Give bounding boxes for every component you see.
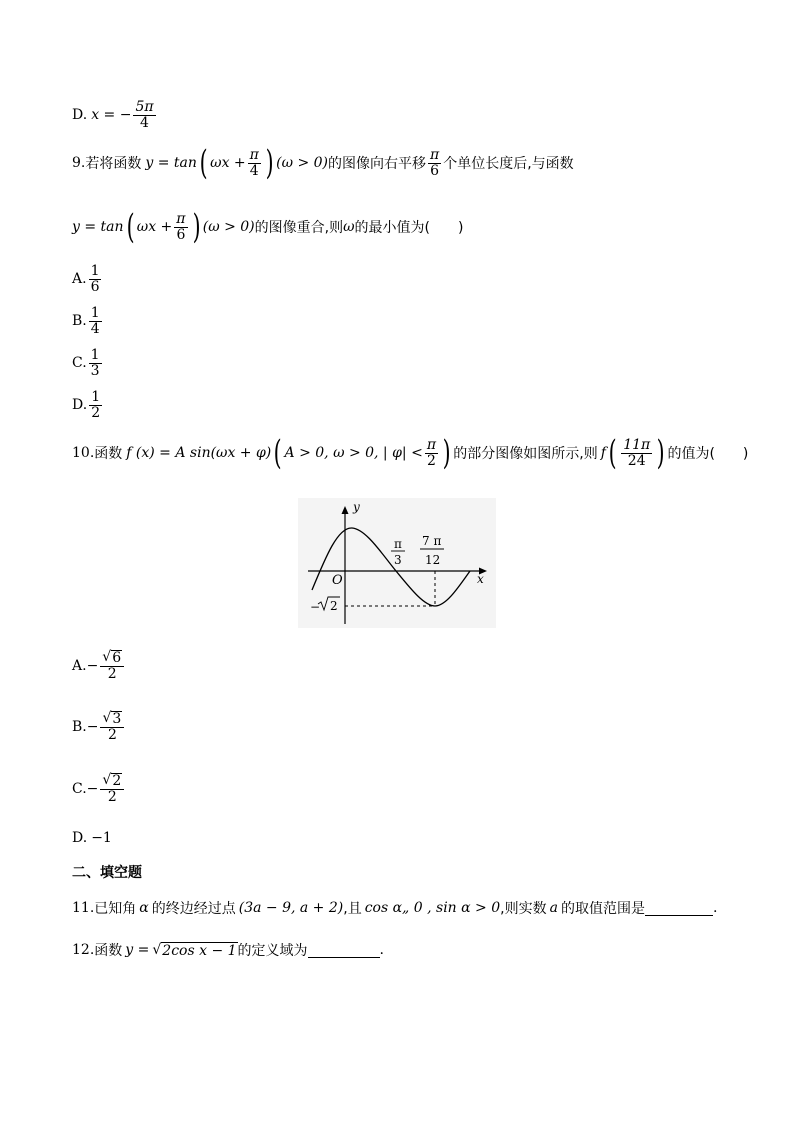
- denominator: 3: [90, 362, 100, 379]
- stem-text: 的图像向右平移: [328, 156, 427, 172]
- period: .: [712, 900, 718, 916]
- denominator: 24: [627, 452, 646, 469]
- denominator: 2: [107, 726, 117, 743]
- numerator: 11π: [623, 436, 651, 453]
- tick1-denominator: 3: [394, 553, 402, 567]
- numerator: 5π: [135, 99, 154, 115]
- q8-option-d: [72, 100, 158, 130]
- stem-text: 的终边经过点: [151, 901, 236, 917]
- q9-option-b: [72, 306, 104, 336]
- sine-graph-figure: [298, 498, 496, 628]
- option-label: D.: [72, 397, 88, 414]
- right-paren: ): [265, 143, 274, 183]
- q9-option-d: [72, 390, 104, 420]
- numerator: √ 2: [100, 773, 124, 790]
- answer-blank[interactable]: [645, 901, 713, 916]
- option-label: D.: [72, 830, 88, 846]
- omega-symbol: ω: [343, 219, 355, 235]
- denominator: 2: [107, 665, 117, 682]
- stem-text: 个单位长度后,与函数: [443, 156, 574, 172]
- period: .: [379, 942, 384, 958]
- stem-text: 函数: [94, 446, 123, 462]
- option-lhs: x = −: [91, 107, 132, 124]
- sign: −: [86, 718, 99, 735]
- q10-option-b: [72, 711, 126, 742]
- answer-blank[interactable]: [308, 943, 380, 958]
- min-label-root: 2: [330, 599, 338, 613]
- section-title: 二、填空题: [72, 865, 142, 881]
- function-expression: f (x) = A sin(ωx + φ): [126, 445, 272, 461]
- option-label: B.: [72, 718, 87, 735]
- function-lhs: y =: [125, 942, 150, 958]
- numerator: π: [176, 210, 186, 227]
- q9-stem-line1: [72, 143, 574, 183]
- stem-text: 的图像重合,则: [254, 220, 344, 236]
- option-label: C.: [72, 355, 87, 372]
- radicand: 2cos x − 1: [162, 942, 237, 959]
- alpha-symbol: α: [139, 900, 149, 916]
- tick2-denominator: 12: [425, 553, 441, 567]
- condition: A > 0, ω > 0, | φ| <: [284, 445, 423, 461]
- left-paren: (: [126, 207, 135, 247]
- radicand: 3: [112, 711, 122, 727]
- stem-text: ,则实数: [500, 901, 547, 917]
- denominator: 6: [430, 162, 440, 179]
- numerator: 1: [91, 389, 101, 405]
- question-number: 9.: [72, 155, 86, 171]
- denominator: 4: [90, 320, 100, 337]
- left-paren: (: [273, 433, 282, 473]
- numerator: π: [426, 436, 437, 453]
- q10-option-d: [72, 830, 112, 846]
- tick1-numerator: π: [394, 537, 402, 551]
- denominator: 6: [90, 278, 100, 295]
- tick2-numerator: 7 π: [422, 534, 442, 548]
- right-paren: ): [656, 433, 665, 473]
- condition: cos α„ 0 , sin α > 0: [364, 900, 501, 916]
- q9-option-a: [72, 264, 103, 294]
- denominator: 2: [91, 404, 101, 421]
- sign: −: [86, 780, 99, 797]
- q11-stem: [72, 898, 717, 918]
- function-lhs: y = tan: [145, 155, 197, 171]
- fraction: [133, 100, 155, 130]
- denominator: 4: [249, 162, 259, 179]
- q10-option-c: [72, 773, 126, 804]
- min-label-sign: −: [310, 600, 321, 614]
- q9-stem-line2: [72, 207, 464, 247]
- denominator: 6: [176, 226, 186, 243]
- y-axis-label: y: [353, 500, 360, 514]
- denominator: 2: [426, 452, 436, 469]
- option-label: B.: [72, 313, 87, 330]
- function-lhs: y = tan: [72, 219, 124, 235]
- right-paren: ): [442, 433, 451, 473]
- square-root: √ 2cos x − 1: [152, 941, 237, 959]
- stem-text: ,且: [343, 901, 362, 917]
- question-number: 10.: [72, 445, 95, 461]
- point-coordinates: (3a − 9, a + 2): [238, 900, 344, 916]
- left-paren: (: [608, 433, 617, 473]
- stem-text: 的部分图像如图所示,则: [453, 446, 598, 462]
- stem-text: 的最小值为( ): [354, 220, 464, 236]
- q12-stem: [72, 940, 384, 960]
- denominator: 2: [107, 788, 117, 805]
- fraction: [248, 148, 261, 178]
- option-label: A.: [72, 271, 87, 288]
- function-name: f: [600, 445, 606, 461]
- denominator: 4: [140, 114, 149, 131]
- option-value: −1: [91, 830, 112, 846]
- option-label: C.: [72, 780, 87, 797]
- stem-text: 的定义域为: [237, 943, 308, 959]
- function-inner: ωx +: [136, 219, 173, 235]
- origin-label: O: [332, 573, 343, 588]
- numerator: π: [430, 146, 440, 163]
- left-paren: (: [199, 143, 208, 183]
- numerator: √ 6: [100, 650, 124, 667]
- right-paren: ): [192, 207, 201, 247]
- q10-option-a: [72, 650, 126, 681]
- question-number: 11.: [72, 900, 95, 916]
- function-inner: ωx +: [210, 155, 246, 171]
- sign: −: [86, 657, 99, 674]
- stem-text: 的取值范围是: [560, 901, 645, 917]
- question-number: 12.: [72, 942, 95, 958]
- numerator: 1: [90, 347, 100, 363]
- x-axis-label: x: [477, 572, 484, 586]
- radicand: 6: [112, 650, 122, 666]
- q9-option-c: [72, 348, 104, 378]
- fraction: [428, 148, 441, 178]
- condition: (ω > 0): [202, 219, 255, 235]
- stem-text: 若将函数: [85, 156, 142, 172]
- numerator: 1: [90, 305, 100, 321]
- condition: (ω > 0): [276, 155, 329, 171]
- numerator: √ 3: [100, 711, 124, 728]
- section-heading: [72, 862, 142, 882]
- stem-text: 的值为( ): [667, 446, 749, 462]
- radicand: 2: [112, 773, 122, 789]
- numerator: π: [249, 146, 259, 163]
- q10-stem: [72, 433, 749, 473]
- option-label: D.: [72, 107, 88, 124]
- numerator: 1: [90, 263, 100, 279]
- fraction: [174, 212, 187, 242]
- option-label: A.: [72, 657, 87, 674]
- stem-text: 已知角: [94, 901, 137, 917]
- variable-a: a: [549, 900, 558, 916]
- stem-text: 函数: [94, 943, 123, 959]
